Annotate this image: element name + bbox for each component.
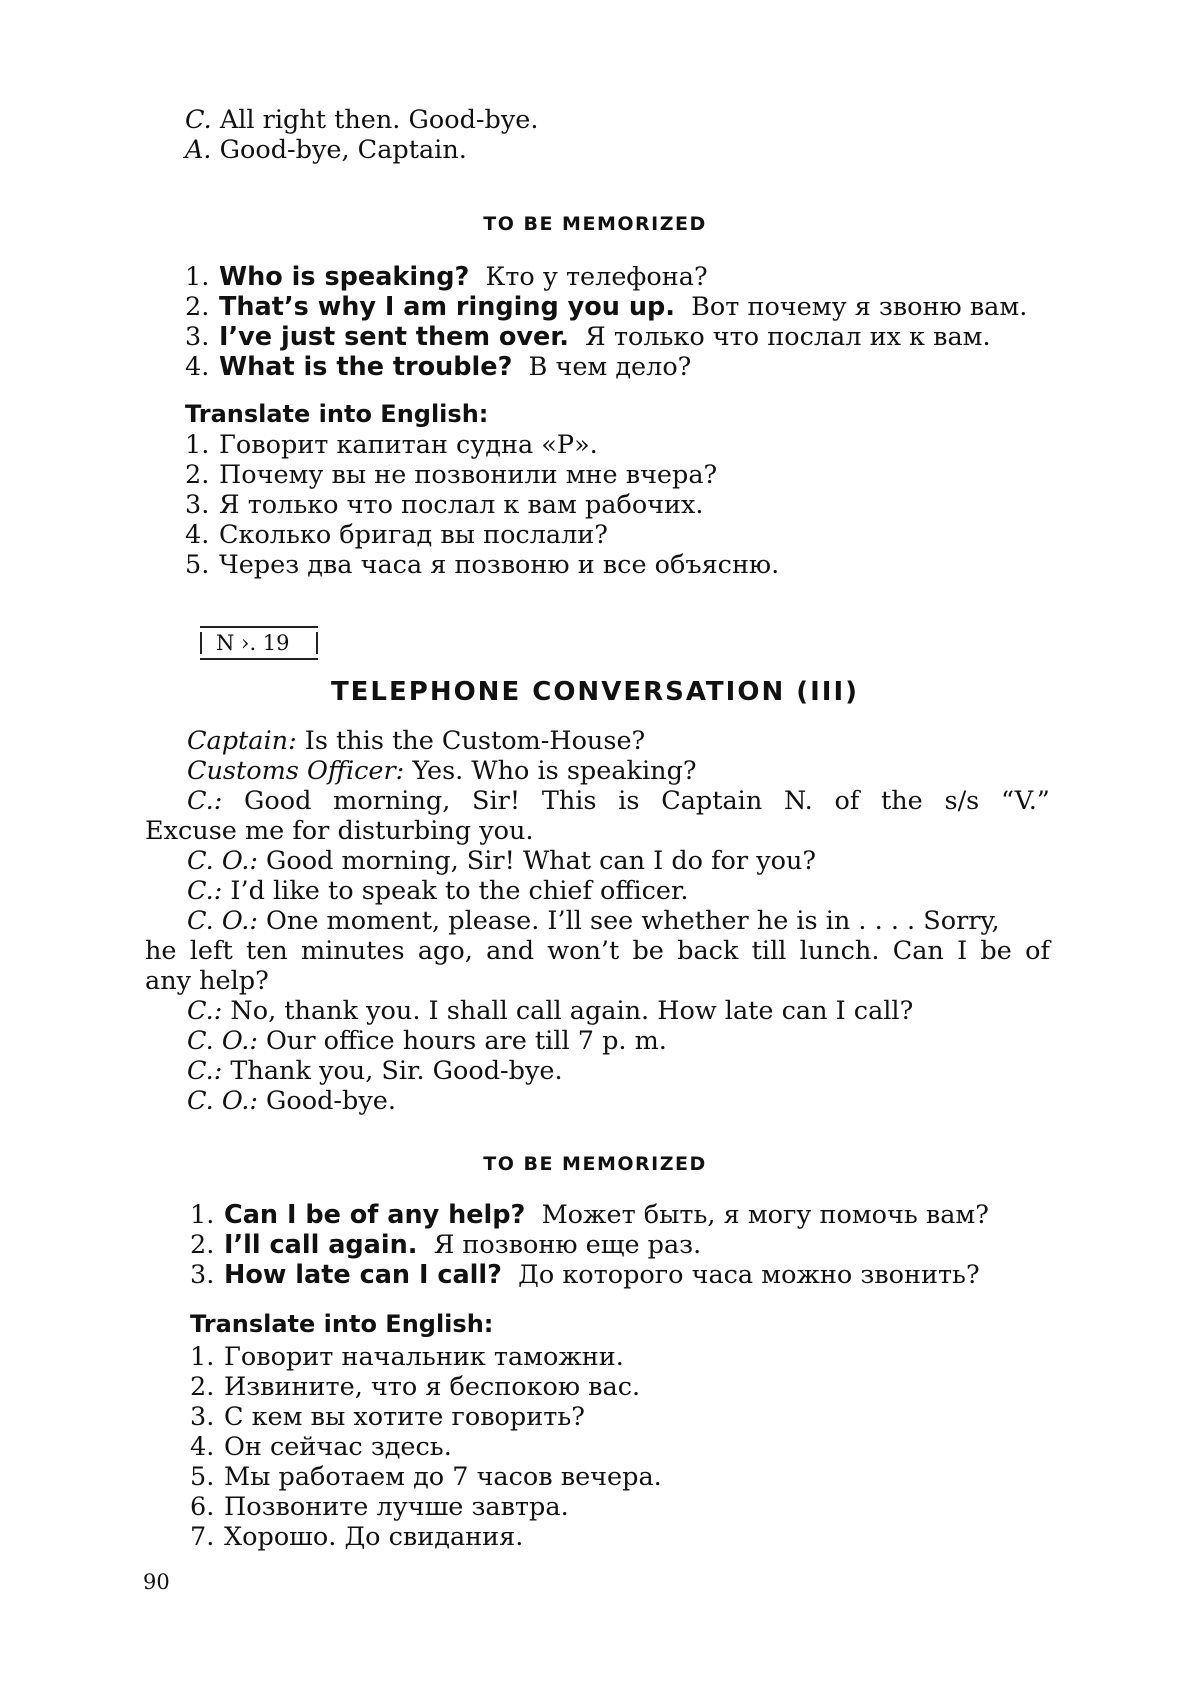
memorize-heading: TO BE MEMORIZED — [483, 1153, 707, 1175]
memorize-item — [185, 262, 708, 292]
phrase-ru: Вот почему я звоню вам. — [691, 292, 1028, 322]
memorize-item — [190, 1200, 989, 1230]
speaker: C. O.: — [187, 1086, 258, 1116]
dialogue-line — [187, 1026, 667, 1056]
word: “V.” — [1000, 786, 1050, 816]
word: lunch. — [799, 936, 880, 966]
exercise-item — [190, 1492, 569, 1522]
item-number: 3. — [190, 1402, 215, 1432]
dialogue-text: Is this the Custom-House? — [304, 726, 646, 756]
item-number: 2. — [190, 1372, 215, 1402]
word: morning, — [333, 786, 451, 816]
speaker: C.: — [187, 786, 223, 816]
phrase-en: Who is speaking? — [219, 262, 470, 292]
word: be — [632, 936, 664, 966]
exercise-item — [185, 490, 704, 520]
speaker: Customs Officer: — [187, 756, 405, 786]
word: ago, — [417, 936, 473, 966]
dialogue-text: Good-bye. — [266, 1086, 396, 1116]
word: Can — [892, 936, 944, 966]
word: the — [881, 786, 923, 816]
word: This — [541, 786, 597, 816]
exercise-item — [190, 1462, 662, 1492]
translate-heading: Translate into English: — [190, 1310, 494, 1338]
word: be — [980, 936, 1012, 966]
exercise-text: Хорошо. До свидания. — [224, 1522, 524, 1552]
word: I — [957, 936, 968, 966]
exercise-text: Извините, что я беспокою вас. — [224, 1372, 641, 1402]
speaker: A. — [185, 135, 212, 165]
item-number: 4. — [185, 352, 210, 382]
item-number: 1. — [190, 1200, 215, 1230]
dialogue-line — [187, 906, 1000, 936]
item-number: 1. — [185, 262, 210, 292]
item-number: 3. — [190, 1260, 215, 1290]
box-left-bar — [200, 632, 202, 654]
exercise-text: Говорит капитан судна «Р». — [219, 430, 598, 460]
speaker: C. O.: — [187, 906, 258, 936]
exercise-text: Через два часа я позвоню и все объясню. — [219, 550, 780, 580]
dialogue-text: Yes. Who is speaking? — [412, 756, 697, 786]
item-number: 2. — [190, 1230, 215, 1260]
word: left — [189, 936, 233, 966]
memorize-item — [185, 292, 1027, 322]
page-number: 90 — [143, 1570, 170, 1594]
word: s/s — [944, 786, 980, 816]
speaker: C.: — [187, 876, 223, 906]
word: of — [1025, 936, 1050, 966]
dialogue-continuation: any help? — [145, 966, 269, 996]
word: Captain — [661, 786, 763, 816]
exercise-text: С кем вы хотите говорить? — [224, 1402, 585, 1432]
dialogue-text: One moment, please. I’ll see whether he is in . . . . Sorry, — [266, 906, 1000, 936]
item-number: 2. — [185, 460, 210, 490]
word: Good — [244, 786, 312, 816]
exercise-item — [190, 1372, 640, 1402]
item-number: 4. — [185, 520, 210, 550]
exercise-item — [190, 1432, 452, 1462]
exercise-item — [185, 430, 598, 460]
dialogue-line — [187, 996, 913, 1026]
exercise-text: Говорит начальник таможни. — [224, 1342, 624, 1372]
word: he — [145, 936, 177, 966]
word: back — [677, 936, 739, 966]
word: of — [834, 786, 860, 816]
exercise-item — [190, 1522, 523, 1552]
word: till — [751, 936, 787, 966]
lesson-number: N ›. 19 — [216, 631, 290, 655]
exercise-text: Я только что послал к вам рабочих. — [219, 490, 704, 520]
memorize-item — [190, 1230, 701, 1260]
exercise-item — [185, 550, 779, 580]
phrase-ru: Кто у телефона? — [485, 262, 708, 292]
exercise-item — [190, 1342, 624, 1372]
box-right-bar — [316, 632, 318, 654]
dialogue-text: Our office hours are till 7 p. m. — [266, 1026, 667, 1056]
memorize-item — [185, 352, 691, 382]
word: Sir! — [472, 786, 521, 816]
dialogue-text: Good morning, Sir! What can I do for you? — [266, 846, 817, 876]
exercise-item — [190, 1402, 585, 1432]
speaker: C. — [185, 105, 212, 135]
word: N. — [783, 786, 813, 816]
item-number: 1. — [185, 430, 210, 460]
exercise-item — [185, 520, 608, 550]
dialogue-line — [187, 1056, 563, 1086]
item-number: 6. — [190, 1492, 215, 1522]
item-number: 3. — [185, 490, 210, 520]
word: won’t — [547, 936, 620, 966]
memorize-heading: TO BE MEMORIZED — [483, 213, 707, 235]
item-number: 3. — [185, 322, 210, 352]
speaker: C.: — [187, 996, 223, 1026]
memorize-item — [190, 1260, 980, 1290]
item-number: 7. — [190, 1522, 215, 1552]
phrase-ru: Я позвоню еще раз. — [433, 1230, 702, 1260]
memorize-item — [185, 322, 991, 352]
phrase-ru: Я только что послал их к вам. — [585, 322, 991, 352]
dialogue-line — [187, 726, 645, 756]
exercise-text: Он сейчас здесь. — [224, 1432, 452, 1462]
exercise-text: Почему вы не позвонили мне вчера? — [219, 460, 718, 490]
item-number: 1. — [190, 1342, 215, 1372]
speaker: C. O.: — [187, 846, 258, 876]
dialogue-line — [185, 105, 538, 135]
translate-heading: Translate into English: — [185, 400, 489, 428]
phrase-ru: До которого часа можно звонить? — [518, 1260, 980, 1290]
phrase-en: How late can I call? — [224, 1260, 502, 1290]
lesson-number-box — [200, 626, 318, 660]
item-number: 5. — [185, 550, 210, 580]
dialogue-line — [187, 876, 689, 906]
dialogue-line — [187, 786, 1050, 816]
phrase-en: I’ve just sent them over. — [219, 322, 569, 352]
word: minutes — [300, 936, 405, 966]
exercise-text: Позвоните лучше завтра. — [224, 1492, 569, 1522]
item-number: 2. — [185, 292, 210, 322]
speaker: C.: — [187, 1056, 223, 1086]
exercise-text: Мы работаем до 7 часов вечера. — [224, 1462, 662, 1492]
dialogue-text: Good-bye, Captain. — [219, 135, 467, 165]
dialogue-continuation: Excuse me for disturbing you. — [145, 816, 534, 846]
dialogue-line — [187, 846, 816, 876]
lesson-title: TELEPHONE CONVERSATION (III) — [330, 677, 860, 707]
dialogue-line — [187, 1086, 396, 1116]
word: and — [486, 936, 535, 966]
speaker: C. O.: — [187, 1026, 258, 1056]
dialogue-text: No, thank you. I shall call again. How late can I call? — [230, 996, 914, 1026]
phrase-en: I’ll call again. — [224, 1230, 418, 1260]
phrase-ru: В чем дело? — [528, 352, 692, 382]
dialogue-line — [187, 756, 697, 786]
item-number: 4. — [190, 1432, 215, 1462]
exercise-text: Сколько бригад вы послали? — [219, 520, 608, 550]
phrase-ru: Может быть, я могу помочь вам? — [541, 1200, 989, 1230]
item-number: 5. — [190, 1462, 215, 1492]
dialogue-text: I’d like to speak to the chief officer. — [230, 876, 689, 906]
dialogue-line — [185, 135, 467, 165]
dialogue-text: Thank you, Sir. Good-bye. — [230, 1056, 563, 1086]
speaker: Captain: — [187, 726, 297, 756]
dialogue-text: All right then. Good-bye. — [219, 105, 539, 135]
dialogue-continuation — [145, 936, 1050, 966]
word: ten — [245, 936, 288, 966]
phrase-en: What is the trouble? — [219, 352, 513, 382]
phrase-en: Can I be of any help? — [224, 1200, 526, 1230]
exercise-item — [185, 460, 717, 490]
word: is — [618, 786, 640, 816]
phrase-en: That’s why I am ringing you up. — [219, 292, 675, 322]
